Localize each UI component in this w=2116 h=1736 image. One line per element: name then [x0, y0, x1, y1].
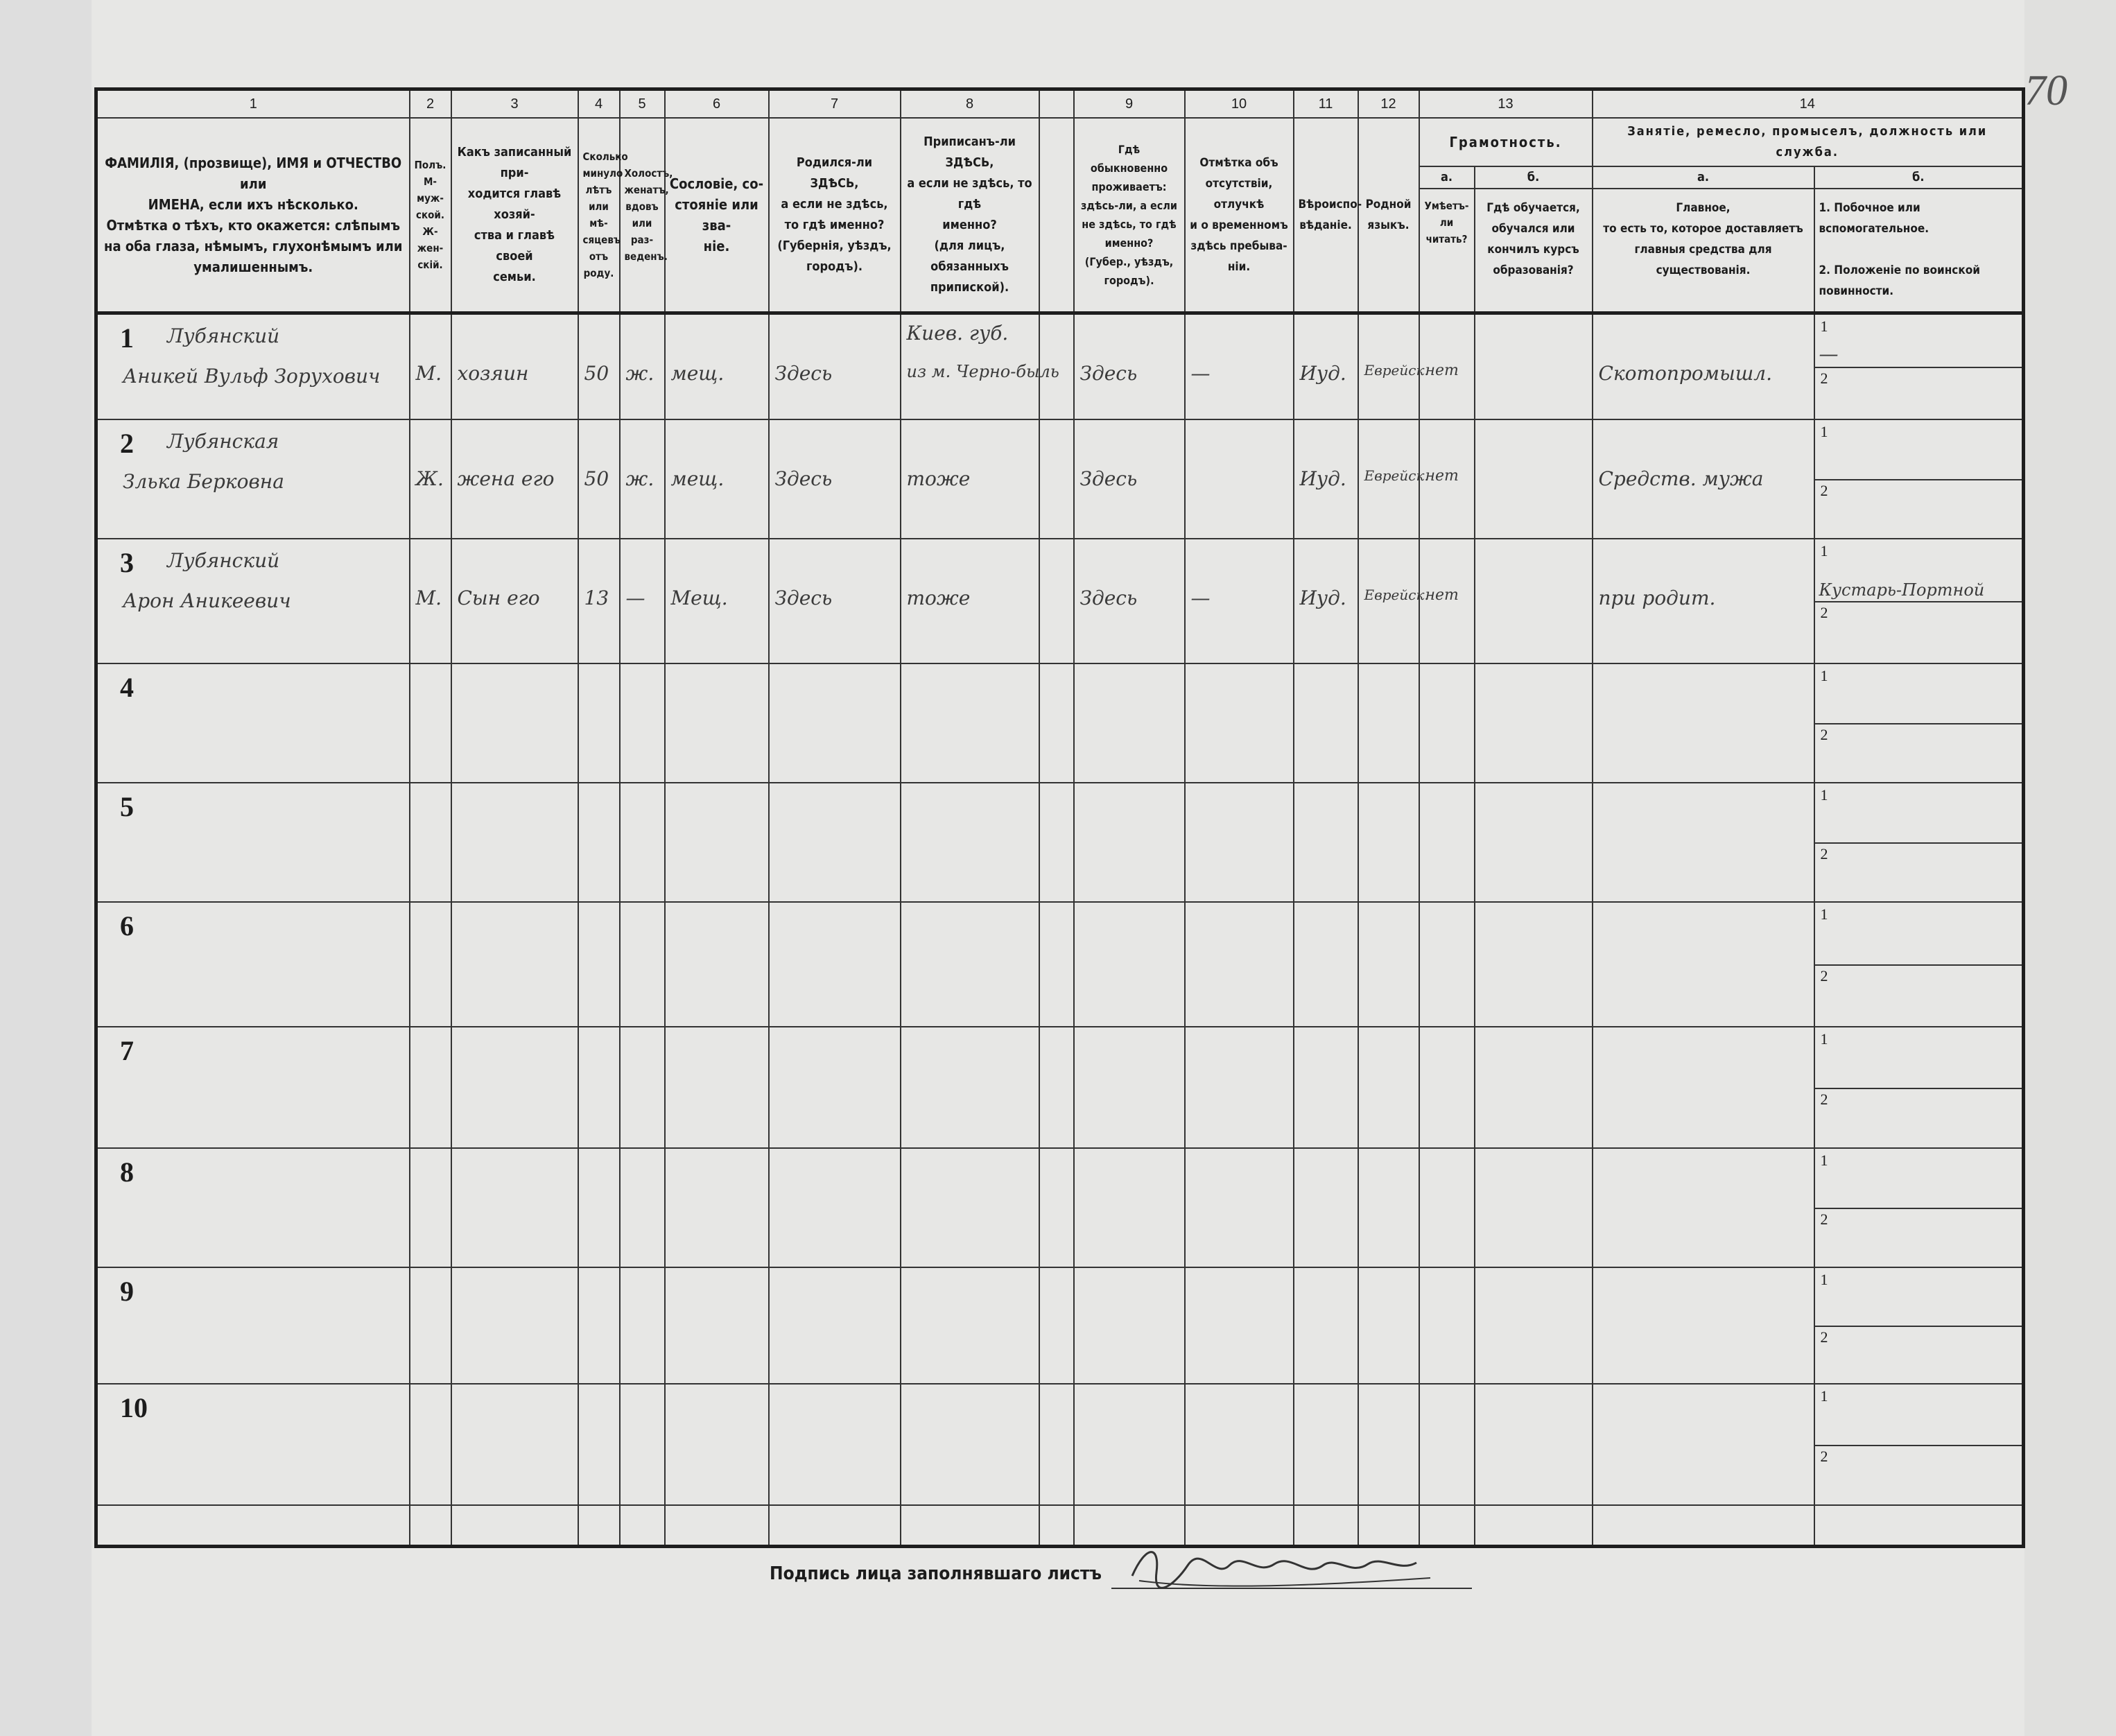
colnum: 10: [1185, 89, 1294, 119]
sex-value: М.: [415, 587, 442, 609]
surname: Лубянский: [167, 549, 280, 572]
marital-value: ж.: [625, 362, 654, 385]
literate-value: нет: [1425, 587, 1459, 604]
colnum: 3: [451, 89, 578, 119]
ascribed-value: из м. Черно-быль: [906, 362, 1059, 381]
table-row: [96, 539, 2024, 663]
colnum: 9: [1074, 89, 1185, 119]
literate-value: нет: [1425, 467, 1459, 485]
name-cell: [96, 539, 410, 663]
table-row: [96, 783, 2024, 902]
name-cell: [96, 419, 410, 539]
left-margin: [0, 0, 92, 1736]
header-letter: а.: [1419, 166, 1475, 189]
absence-value: —: [1190, 362, 1211, 385]
secondary-occupation-value: Кустарь-Портной: [1819, 580, 1985, 600]
name-cell: [96, 1384, 410, 1505]
absence-value: —: [1190, 587, 1211, 609]
row-number: 5: [120, 791, 134, 822]
header-marital: Холостъ, женатъ, вдовъ или раз- веденъ.: [620, 118, 665, 313]
sex-value: Ж.: [415, 467, 444, 490]
header-language: Родной языкъ.: [1358, 118, 1419, 313]
sub-number: 1: [1820, 423, 1828, 440]
row-number: 10: [120, 1392, 148, 1423]
marital-value: —: [625, 587, 645, 609]
sub-number: 1: [1820, 786, 1828, 804]
handwritten-signature: [1125, 1538, 1444, 1593]
occupation-value: Скотопромышл.: [1598, 362, 1772, 385]
literate-value: нет: [1425, 362, 1459, 379]
gap-cell: [1039, 419, 1074, 539]
birthplace-value: Здесь: [774, 587, 833, 609]
header-ascribed: Приписанъ-ли ЗДѢСЬ, а если не здѣсь, то гдѣ именно? (для лицъ, обязанныхъ припиской).: [901, 118, 1039, 313]
estate-value: Мещ.: [670, 587, 728, 609]
sub-number: 2: [1820, 370, 1828, 387]
given-name: Арон Аникеевич: [123, 589, 291, 612]
gap-cell: [1039, 118, 1074, 313]
sub-number: 2: [1820, 967, 1828, 984]
row-number: 9: [120, 1276, 134, 1307]
sub-number: 2: [1820, 604, 1828, 621]
name-cell: [96, 783, 410, 902]
signature-field: [1111, 1553, 1472, 1595]
header-absence: Отмѣтка объ отсутствіи, отлучкѣ и о временномъ здѣсь пребыва- ніи.: [1185, 118, 1294, 313]
colnum: 13: [1419, 89, 1593, 119]
header-literacy: Грамотность.: [1419, 118, 1593, 166]
religion-value: Иуд.: [1299, 467, 1346, 490]
header-letter: б.: [1475, 166, 1593, 189]
header-residence: Гдѣ обыкновенно проживаетъ: здѣсь-ли, а если не здѣсь, то гдѣ именно? (Губер., уѣздъ, городъ).: [1074, 118, 1185, 313]
sub-number: 2: [1820, 1090, 1828, 1108]
language-value: Еврейск.: [1364, 587, 1429, 603]
table-row-footer: [96, 1505, 2024, 1547]
row-number: 8: [120, 1156, 134, 1188]
header-education: Гдѣ обучается, обучался или кончилъ курсъ образованія?: [1475, 189, 1593, 313]
signature-block: [770, 1553, 1472, 1595]
page-number: 70: [2024, 67, 2067, 114]
table-row: [96, 1384, 2024, 1505]
colnum: 14: [1593, 89, 2024, 119]
name-cell: [96, 1267, 410, 1384]
sub-number: 1: [1820, 1387, 1828, 1405]
occupation-value: при родит.: [1598, 587, 1716, 609]
header-row-top: [96, 118, 2024, 166]
table-row: [96, 419, 2024, 539]
surname: Лубянский: [167, 324, 280, 347]
table-row: [96, 313, 2024, 420]
estate-value: мещ.: [670, 467, 725, 490]
header-main-occupation: Главное, то есть то, которое доставляетъ главныя средства для существованія.: [1593, 189, 1814, 313]
header-occupation: Занятіе, ремесло, промыселъ, должность или служба.: [1593, 118, 2024, 166]
header-can-read: Умѣетъ- ли читать?: [1419, 189, 1475, 313]
header-birthplace: Родился-ли ЗДѢСЬ, а если не здѣсь, то гдѣ именно? (Губернія, уѣздъ, городъ).: [769, 118, 901, 313]
table-row: [96, 1027, 2024, 1148]
sex-value: М.: [415, 362, 442, 385]
sub-number: 2: [1820, 726, 1828, 743]
colnum: 11: [1294, 89, 1358, 119]
residence-value: Здесь: [1079, 362, 1138, 385]
row-number: 1: [120, 322, 134, 354]
ascribed-value: тоже: [906, 587, 971, 609]
name-cell: [96, 1027, 410, 1148]
sub-number: 1: [1820, 1030, 1828, 1048]
gap-cell: [1039, 89, 1074, 119]
sub-number: 1: [1820, 905, 1828, 923]
age-value: 50: [584, 467, 609, 490]
secondary-occupation-value: —: [1819, 342, 1839, 365]
table-row: [96, 1267, 2024, 1384]
given-name: Злька Берковна: [123, 470, 284, 493]
row-number: 6: [120, 910, 134, 941]
sub-number: 1: [1820, 542, 1828, 559]
colnum: 6: [665, 89, 769, 119]
row-number: 7: [120, 1035, 134, 1066]
header-secondary-occupation: 1. Побочное или вспомогательное. 2. Положеніе по воинской повинности.: [1814, 189, 2024, 313]
row-number: 2: [120, 428, 134, 459]
sub-number: 2: [1820, 1210, 1828, 1228]
table-row: [96, 902, 2024, 1027]
header-religion: Вѣроиспо- вѣданіе.: [1294, 118, 1358, 313]
relation-value: жена его: [457, 467, 555, 490]
colnum: 4: [578, 89, 620, 119]
header-letter: а.: [1593, 166, 1814, 189]
right-margin: [2024, 0, 2116, 1736]
sub-number: 2: [1820, 1447, 1828, 1465]
birthplace-value: Здесь: [774, 467, 833, 490]
table-row: [96, 1148, 2024, 1267]
age-value: 13: [584, 587, 609, 609]
religion-value: Иуд.: [1299, 587, 1346, 609]
residence-value: Здесь: [1079, 467, 1138, 490]
name-cell: [96, 313, 410, 420]
religion-value: Иуд.: [1299, 362, 1346, 385]
estate-value: мещ.: [670, 362, 725, 385]
row-number: 4: [120, 672, 134, 703]
marital-value: ж.: [625, 467, 654, 490]
sub-number: 2: [1820, 482, 1828, 499]
colnum: 5: [620, 89, 665, 119]
sub-number: 1: [1820, 1271, 1828, 1288]
sub-number: 1: [1820, 667, 1828, 684]
relation-value: Сын его: [457, 587, 540, 609]
header-relation: Какъ записанный при- ходится главѣ хозяй- ства и главѣ своей семьи.: [451, 118, 578, 313]
census-table: [94, 87, 2025, 1548]
name-cell: [96, 1148, 410, 1267]
colnum: 12: [1358, 89, 1419, 119]
colnum: 2: [410, 89, 451, 119]
name-cell: [96, 902, 410, 1027]
ascribed-value: тоже: [906, 467, 971, 490]
relation-value: хозяин: [457, 362, 529, 385]
given-name: Аникей Вульф Зорухович: [123, 365, 381, 388]
name-cell: [96, 663, 410, 783]
age-value: 50: [584, 362, 609, 385]
sub-number: 1: [1820, 318, 1828, 335]
header-name: ФАМИЛІЯ, (прозвище), ИМЯ и ОТЧЕСТВО или ИМЕНА, если ихъ нѣсколько. Отмѣтка о тѣхъ, кто окажется: слѣпымъ на оба глаза, нѣмымъ, глухонѣмымъ или умалишеннымъ.: [96, 118, 410, 313]
sub-number: 1: [1820, 1152, 1828, 1169]
residence-value: Здесь: [1079, 587, 1138, 609]
sub-number: 2: [1820, 1328, 1828, 1346]
header-age: Сколько минуло лѣтъ или мѣ- сяцевъ отъ роду.: [578, 118, 620, 313]
row-number: 3: [120, 547, 134, 578]
surname: Лубянская: [167, 430, 279, 453]
occupation-value: Средств. мужа: [1598, 467, 1764, 490]
ascribed-province: Киев. губ.: [906, 322, 1009, 345]
sub-number: 2: [1820, 845, 1828, 862]
table-row: [96, 663, 2024, 783]
language-value: Еврейск.: [1364, 362, 1429, 379]
colnum: 7: [769, 89, 901, 119]
header-estate: Сословіе, со- стояніе или зва- ніе.: [665, 118, 769, 313]
column-number-row: [96, 89, 2024, 119]
colnum: 1: [96, 89, 410, 119]
header-letter: б.: [1814, 166, 2024, 189]
header-sex: Полъ. М-муж- ской. Ж-жен- скій.: [410, 118, 451, 313]
signature-label: Подпись лица заполнявшаго листъ: [770, 1563, 1102, 1584]
gap-cell: [1039, 539, 1074, 663]
birthplace-value: Здесь: [774, 362, 833, 385]
language-value: Еврейск.: [1364, 467, 1429, 484]
colnum: 8: [901, 89, 1039, 119]
